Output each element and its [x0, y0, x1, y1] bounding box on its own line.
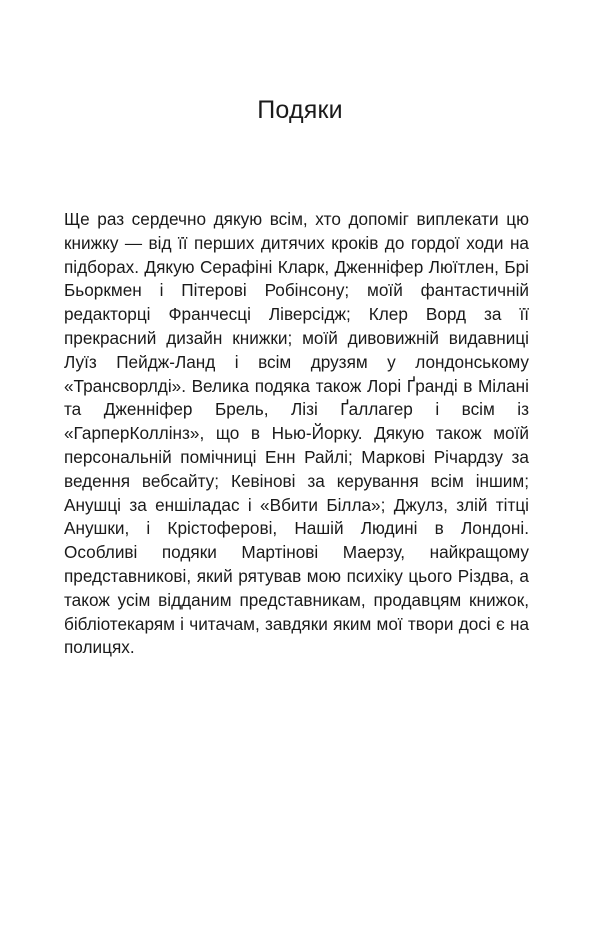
acknowledgements-paragraph: Ще раз сердечно дякую всім, хто допоміг виплекати цю книжку — від її перших дитячих кроків до гордої ходи на підборах. Дякую Серафіні Кларк, Дженніфер Люїтлен, Брі Бьоркмен і Пітерові Робінсону; моїй фантастичній редакторці Франчесці Ліверсідж; Клер Ворд за її прекрасний дизайн книжки; моїй дивовижній видавниці Луїз Пейдж-Ланд і всім друзям у лондонському «Трансворлді». Велика подяка також Лорі Ґранді в Мілані та Дженніфер Брель, Лізі Ґаллагер і всім із «ГарперКоллінз», що в Нью-Йорку. Дякую також моїй персональній помічниці Енн Райлі; Маркові Річардзу за ведення вебсайту; Кевінові за керування всім іншим; Анушці за еншіладас і «Вбити Білла»; Джулз, злій тітці Анушки, і Крістоферові, Нашій Людині в Лондоні. Особливі подяки Мартінові Маерзу, найкращому представникові, який рятував мою психіку цього Різдва, а також усім відданим представникам, продавцям книжок, бібліотекарям і читачам, завдяки яким мої твори досі є на полицях.: [64, 209, 529, 658]
page-title: Подяки: [257, 96, 343, 124]
